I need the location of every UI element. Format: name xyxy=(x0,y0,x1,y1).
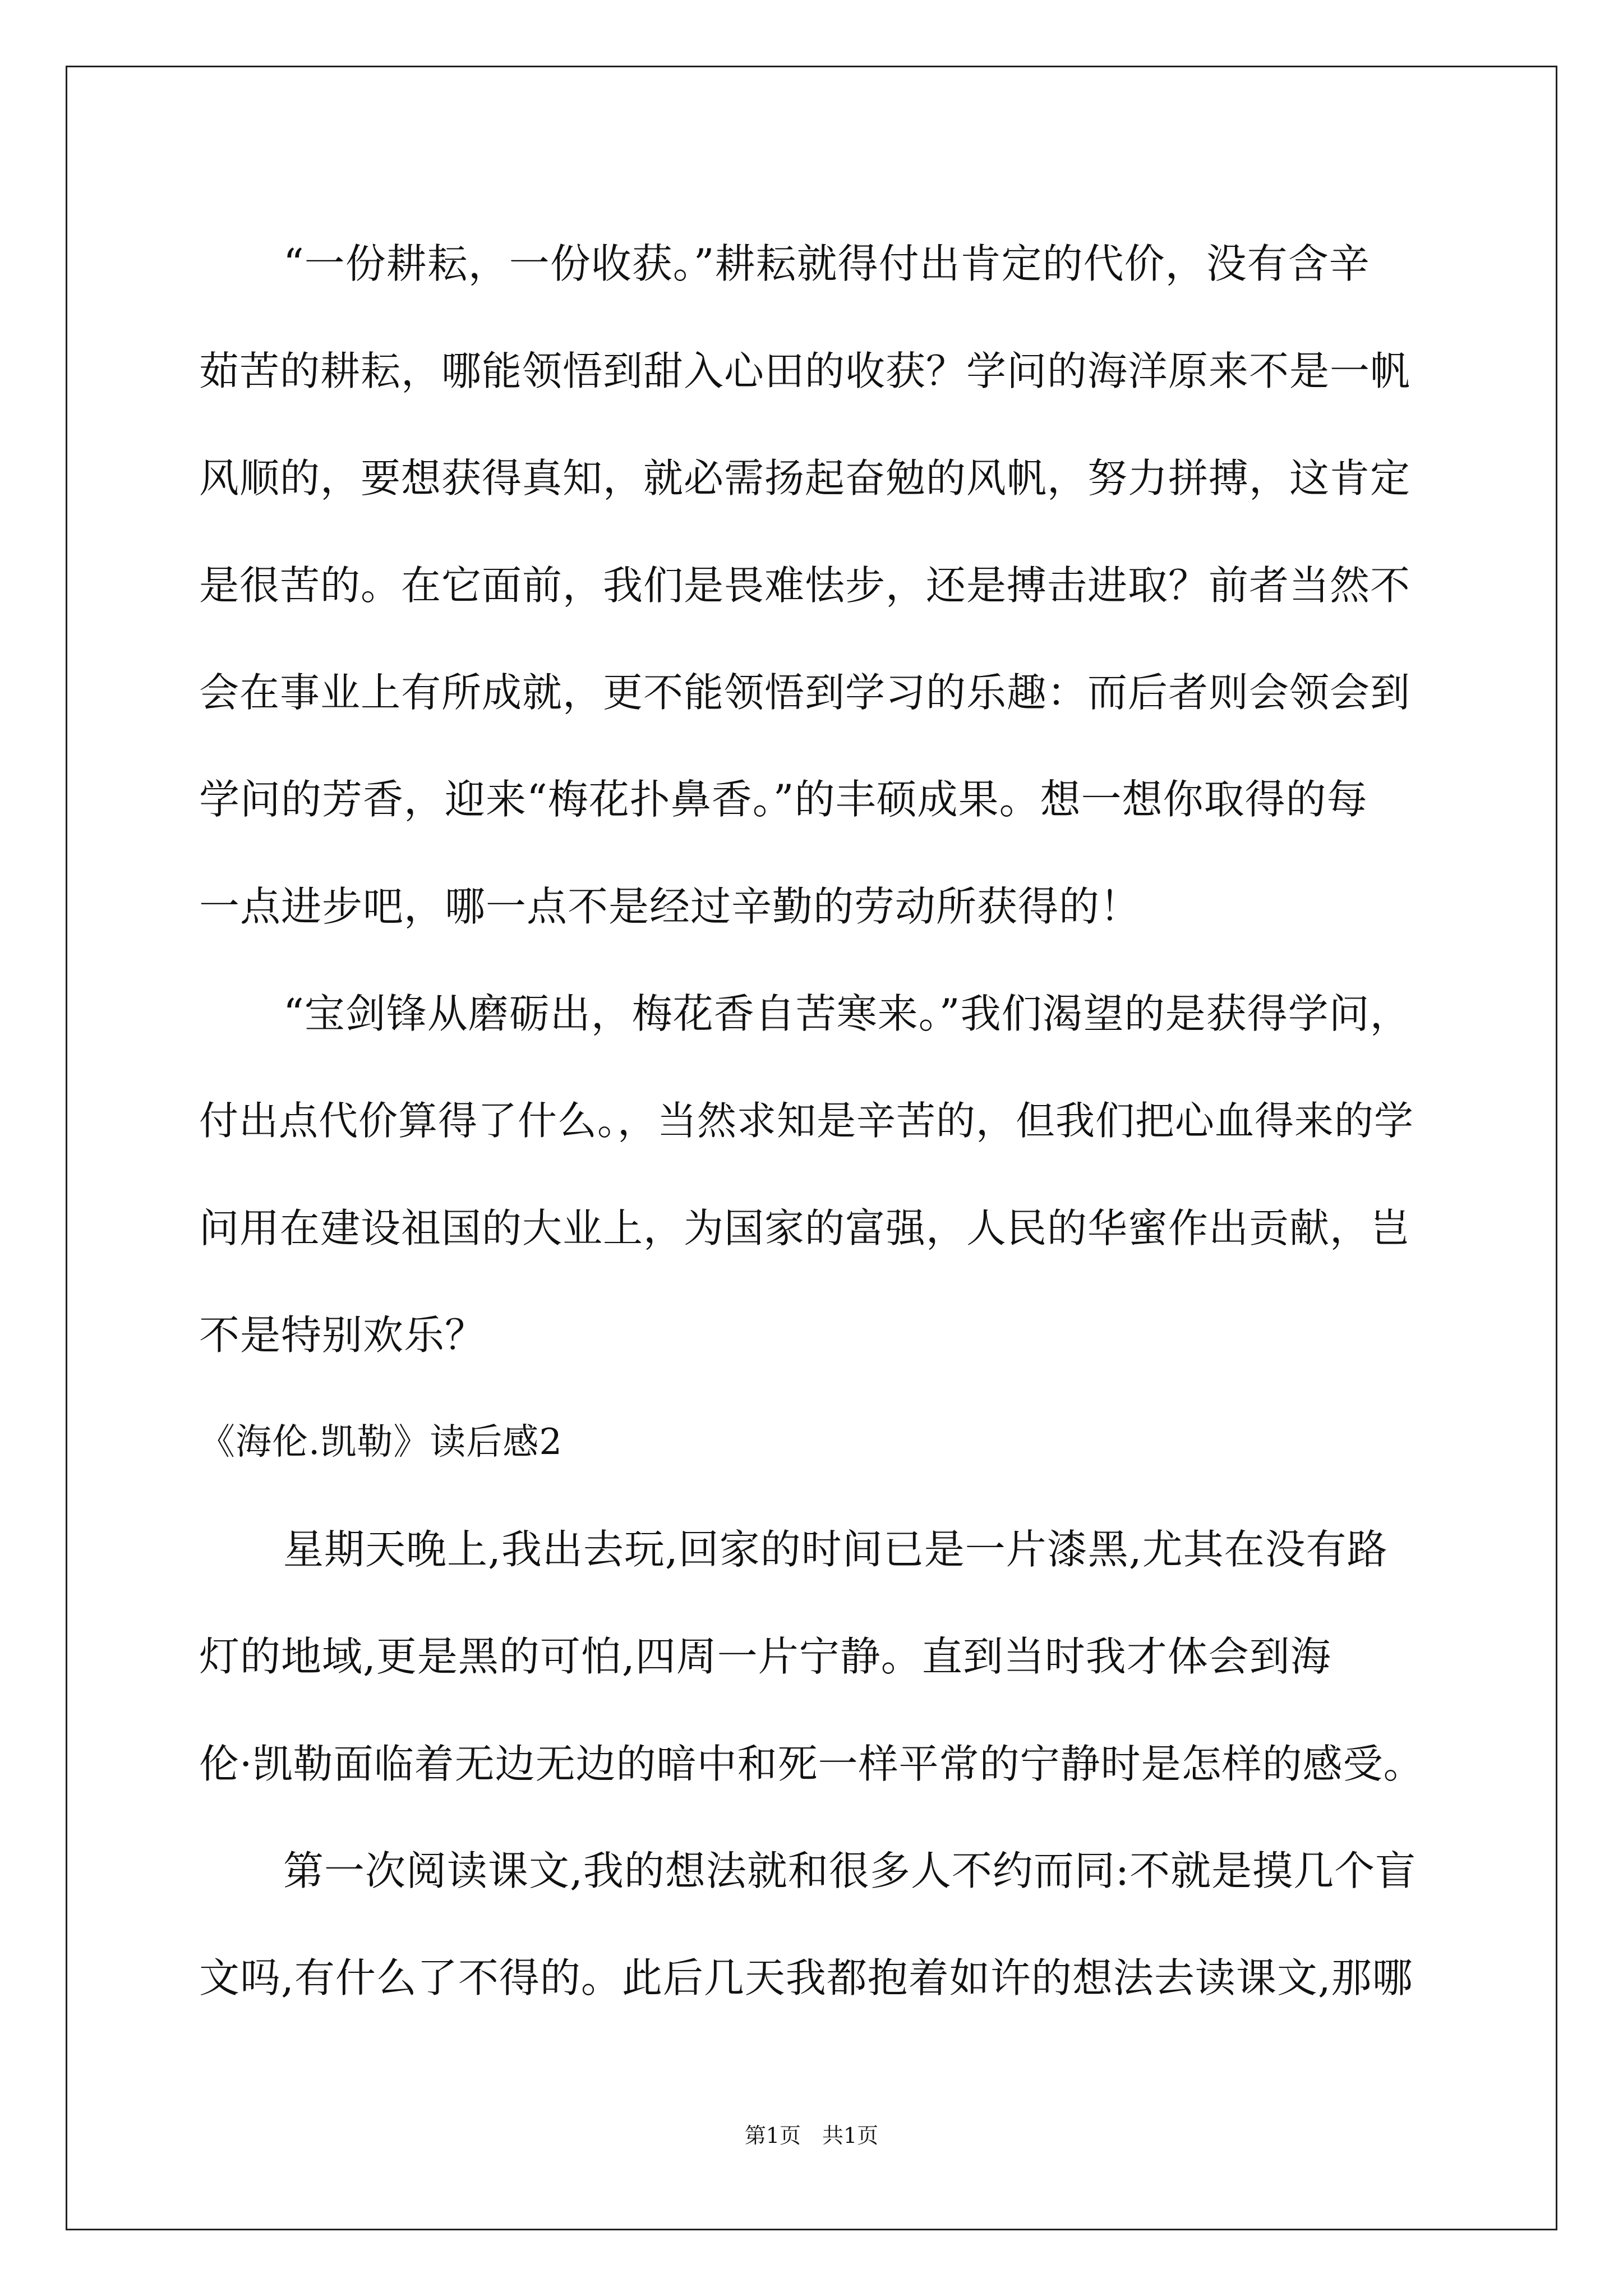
text-line: 不是特别欢乐？ xyxy=(199,1312,486,1359)
text-line: 风顺的，要想获得真知，就必需扬起奋勉的风帆，努力拼搏，这肯定 xyxy=(199,455,1411,501)
text-line: 会在事业上有所成就，更不能领悟到学习的乐趣：而后者则会领会到 xyxy=(199,669,1411,716)
text-line: 付出点代价算得了什么。，当然求知是辛苦的，但我们把心血得来的学 xyxy=(199,1098,1414,1144)
text-line: 一点进步吧，哪一点不是经过辛勤的劳动所获得的！ xyxy=(199,883,1141,930)
text-line: 是很苦的。在它面前，我们是畏难怯步，还是搏击进取？前者当然不 xyxy=(199,562,1411,609)
text-line: 茹苦的耕耘，哪能领悟到甜入心田的收获？学问的海洋原来不是一帆 xyxy=(199,348,1411,394)
text-line: 伦·凯勒面临着无边无边的暗中和死一样平常的宁静时是怎样的感受。 xyxy=(199,1741,1424,1787)
page-number-footer: 第1页 共1页 xyxy=(744,2123,879,2148)
text-line: 第一次阅读课文,我的想法就和很多人不约而同:不就是摸几个盲 xyxy=(283,1847,1417,1894)
document-body xyxy=(199,210,1425,2032)
text-line: 学问的芳香，迎来“梅花扑鼻香。”的丰硕成果。想一想你取得的每 xyxy=(199,776,1368,823)
text-line: 问用在建设祖国的大业上，为国家的富强，人民的华蜜作出贡献，岂 xyxy=(199,1205,1411,1251)
text-line: 文吗,有什么了不得的。此后几天我都抱着如许的想法去读课文,那哪 xyxy=(199,1954,1413,2001)
text-line: 灯的地域,更是黑的可怕,四周一片宁静。直到当时我才体会到海 xyxy=(199,1633,1331,1680)
text-line: 星期天晚上,我出去玩,回家的时间已是一片漆黑,尤其在没有路 xyxy=(283,1526,1388,1573)
text-line: “宝剑锋从磨砺出，梅花香自苦寒来。”我们渴望的是获得学问， xyxy=(283,990,1411,1037)
text-line: “一份耕耘，一份收获。”耕耘就得付出肯定的代价，没有含辛 xyxy=(283,240,1370,287)
section-heading: 《海伦.凯勒》读后感2 xyxy=(199,1421,563,1463)
